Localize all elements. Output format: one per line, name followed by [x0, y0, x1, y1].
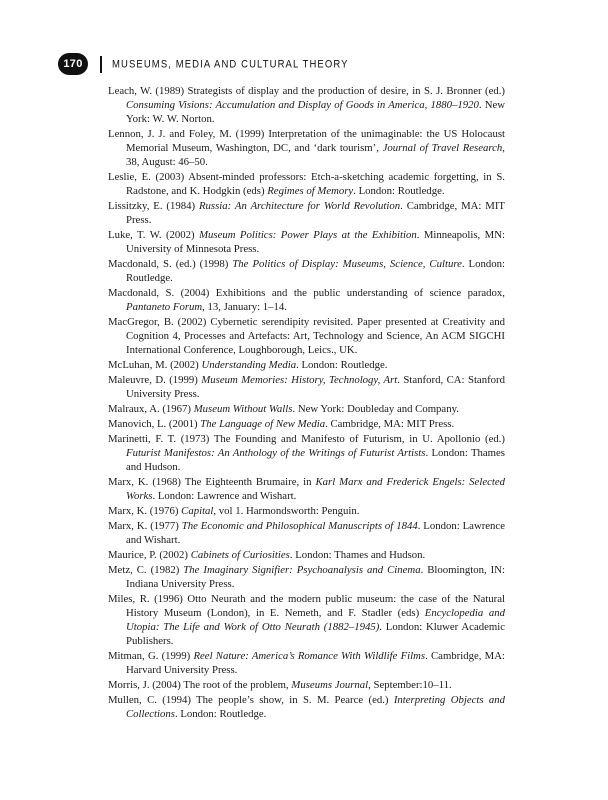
reference-text: Mullen, C. (1994) The people’s show, in S. M. Pearce (ed.)	[108, 694, 394, 706]
reference-text: . London: Lawrence and Wishart.	[126, 520, 505, 546]
reference-text: Leslie, E. (2003) Absent-minded professors: Etch-a-sketching academic forgetting, in S. Radstone, and K. Hodgkin (eds)	[108, 171, 505, 197]
reference-title: Encyclopedia and Utopia: The Life and Work of Otto Neurath (1882–1945)	[126, 607, 505, 633]
reference-text: . London: Routledge.	[353, 185, 445, 197]
reference-text: . London: Thames and Hudson.	[289, 549, 426, 561]
reference-entry	[108, 228, 505, 256]
reference-title: The Language of New Media	[200, 418, 326, 430]
reference-text: . London: Routledge.	[126, 258, 505, 284]
reference-text: Marx, K. (1977)	[108, 520, 182, 532]
reference-title: Museums Journal	[291, 679, 369, 691]
reference-text: Luke, T. W. (2002)	[108, 229, 200, 241]
reference-text: MacGregor, B. (2002) Cybernetic serendipity revisited. Paper presented at Creativity and Cognition 4, Processes and Artefacts: Art, Technology and Science, An ACM SIGCHI International Conference, Loughborough, Leics., UK.	[108, 316, 505, 356]
reference-entry	[108, 548, 505, 562]
reference-entry	[108, 693, 505, 721]
reference-text: Lissitzky, E. (1984)	[108, 200, 199, 212]
reference-text: . London: Lawrence and Wishart.	[152, 490, 297, 502]
reference-text: Macdonald, S. (ed.) (1998)	[108, 258, 233, 270]
reference-title: The Politics of Display: Museums, Science, Culture	[232, 258, 462, 270]
reference-text: . Cambridge, MA: Harvard University Press.	[126, 650, 505, 676]
reference-entry	[108, 315, 505, 357]
reference-title: Journal of Travel Research	[382, 142, 503, 154]
reference-text: . London: Thames and Hudson.	[126, 447, 505, 473]
reference-text: . London: Kluwer Academic Publishers.	[126, 621, 505, 647]
header-divider	[100, 56, 102, 73]
reference-text: . New York: Doubleday and Company.	[292, 403, 459, 415]
running-header	[58, 53, 349, 75]
reference-entry	[108, 678, 505, 692]
reference-title: Pantaneto Forum	[126, 301, 203, 313]
reference-text: . Cambridge, MA: MIT Press.	[126, 200, 505, 226]
reference-text: , 13, January: 1–14.	[202, 301, 287, 313]
reference-title: Museum Without Walls	[193, 403, 293, 415]
reference-entry	[108, 519, 505, 547]
reference-text: Miles, R. (1996) Otto Neurath and the modern public museum: the case of the Natural History Museum (London), in E. Nemeth, and F. Stadler (eds)	[108, 593, 505, 619]
reference-title: Regimes of Memory	[267, 185, 354, 197]
reference-text: Marx, K. (1968) The Eighteenth Brumaire, in	[108, 476, 316, 488]
reference-entry	[108, 592, 505, 648]
reference-text: Metz, C. (1982)	[108, 564, 184, 576]
reference-entry	[108, 84, 505, 126]
reference-title: Reel Nature: America’s Romance With Wildlife Films	[193, 650, 426, 662]
reference-text: Malraux, A. (1967)	[108, 403, 194, 415]
reference-text: Marinetti, F. T. (1973) The Founding and Manifesto of Futurism, in U. Apollonio (ed.)	[108, 433, 505, 445]
reference-title: Museum Politics: Power Plays at the Exhibition	[199, 229, 417, 241]
reference-title: Karl Marx and Frederick Engels: Selected Works	[126, 476, 505, 502]
reference-text: . Minneapolis, MN: University of Minnesota Press.	[126, 229, 505, 255]
reference-text: Manovich, L. (2001)	[108, 418, 201, 430]
reference-title: Russia: An Architecture for World Revolution	[198, 200, 401, 212]
reference-entry	[108, 127, 505, 169]
reference-text: Lennon, J. J. and Foley, M. (1999) Interpretation of the unimaginable: the US Holocaust Memorial Museum, Washington, DC, and ‘dark tourism’,	[108, 128, 505, 154]
running-title: MUSEUMS, MEDIA AND CULTURAL THEORY	[112, 57, 349, 71]
reference-entry	[108, 286, 505, 314]
reference-title: The Imaginary Signifier: Psychoanalysis and Cinema	[183, 564, 421, 576]
reference-entry	[108, 563, 505, 591]
reference-title: Futurist Manifestos: An Anthology of the Writings of Futurist Artists	[126, 447, 426, 459]
reference-list	[108, 84, 505, 722]
reference-text: , September:10–11.	[368, 679, 452, 691]
page-number: 170	[58, 53, 88, 75]
reference-text: Maurice, P. (2002)	[108, 549, 191, 561]
reference-entry	[108, 199, 505, 227]
reference-entry	[108, 649, 505, 677]
reference-text: . Stanford, CA: Stanford University Press.	[126, 374, 505, 400]
reference-text: . Bloomington, IN: Indiana University Press.	[126, 564, 505, 590]
reference-entry	[108, 373, 505, 401]
reference-text: Leach, W. (1989) Strategists of display and the production of desire, in S. J. Bronner (ed.)	[108, 85, 505, 97]
reference-title: Interpreting Objects and Collections	[126, 694, 506, 720]
reference-title: Understanding Media	[201, 359, 297, 371]
reference-text: . New York: W. W. Norton.	[126, 99, 505, 125]
reference-text: , vol 1. Harmondsworth: Penguin.	[213, 505, 360, 517]
reference-text: Maleuvre, D. (1999)	[108, 374, 202, 386]
reference-title: The Economic and Philosophical Manuscripts of 1844	[181, 520, 418, 532]
reference-text: Macdonald, S. (2004) Exhibitions and the public understanding of science paradox,	[108, 287, 505, 299]
reference-title: Museum Memories: History, Technology, Art	[201, 374, 398, 386]
reference-title: Cabinets of Curiosities	[190, 549, 290, 561]
reference-entry	[108, 170, 505, 198]
reference-entry	[108, 432, 505, 474]
reference-text: . Cambridge, MA: MIT Press.	[325, 418, 455, 430]
reference-text: McLuhan, M. (2002)	[108, 359, 202, 371]
reference-entry	[108, 475, 505, 503]
reference-text: . London: Routledge.	[296, 359, 388, 371]
reference-text: . London: Routledge.	[174, 708, 267, 720]
reference-text: Morris, J. (2004) The root of the problem,	[108, 679, 292, 691]
reference-text: , 38, August: 46–50.	[126, 142, 505, 168]
reference-text: Marx, K. (1976)	[108, 505, 182, 517]
reference-title: Consuming Visions: Accumulation and Display of Goods in America, 1880–1920	[126, 99, 479, 111]
reference-text: Mitman, G. (1999)	[108, 650, 194, 662]
reference-entry	[108, 402, 505, 416]
reference-entry	[108, 358, 505, 372]
reference-title: Capital	[181, 505, 214, 517]
reference-entry	[108, 417, 505, 431]
reference-entry	[108, 504, 505, 518]
reference-entry	[108, 257, 505, 285]
